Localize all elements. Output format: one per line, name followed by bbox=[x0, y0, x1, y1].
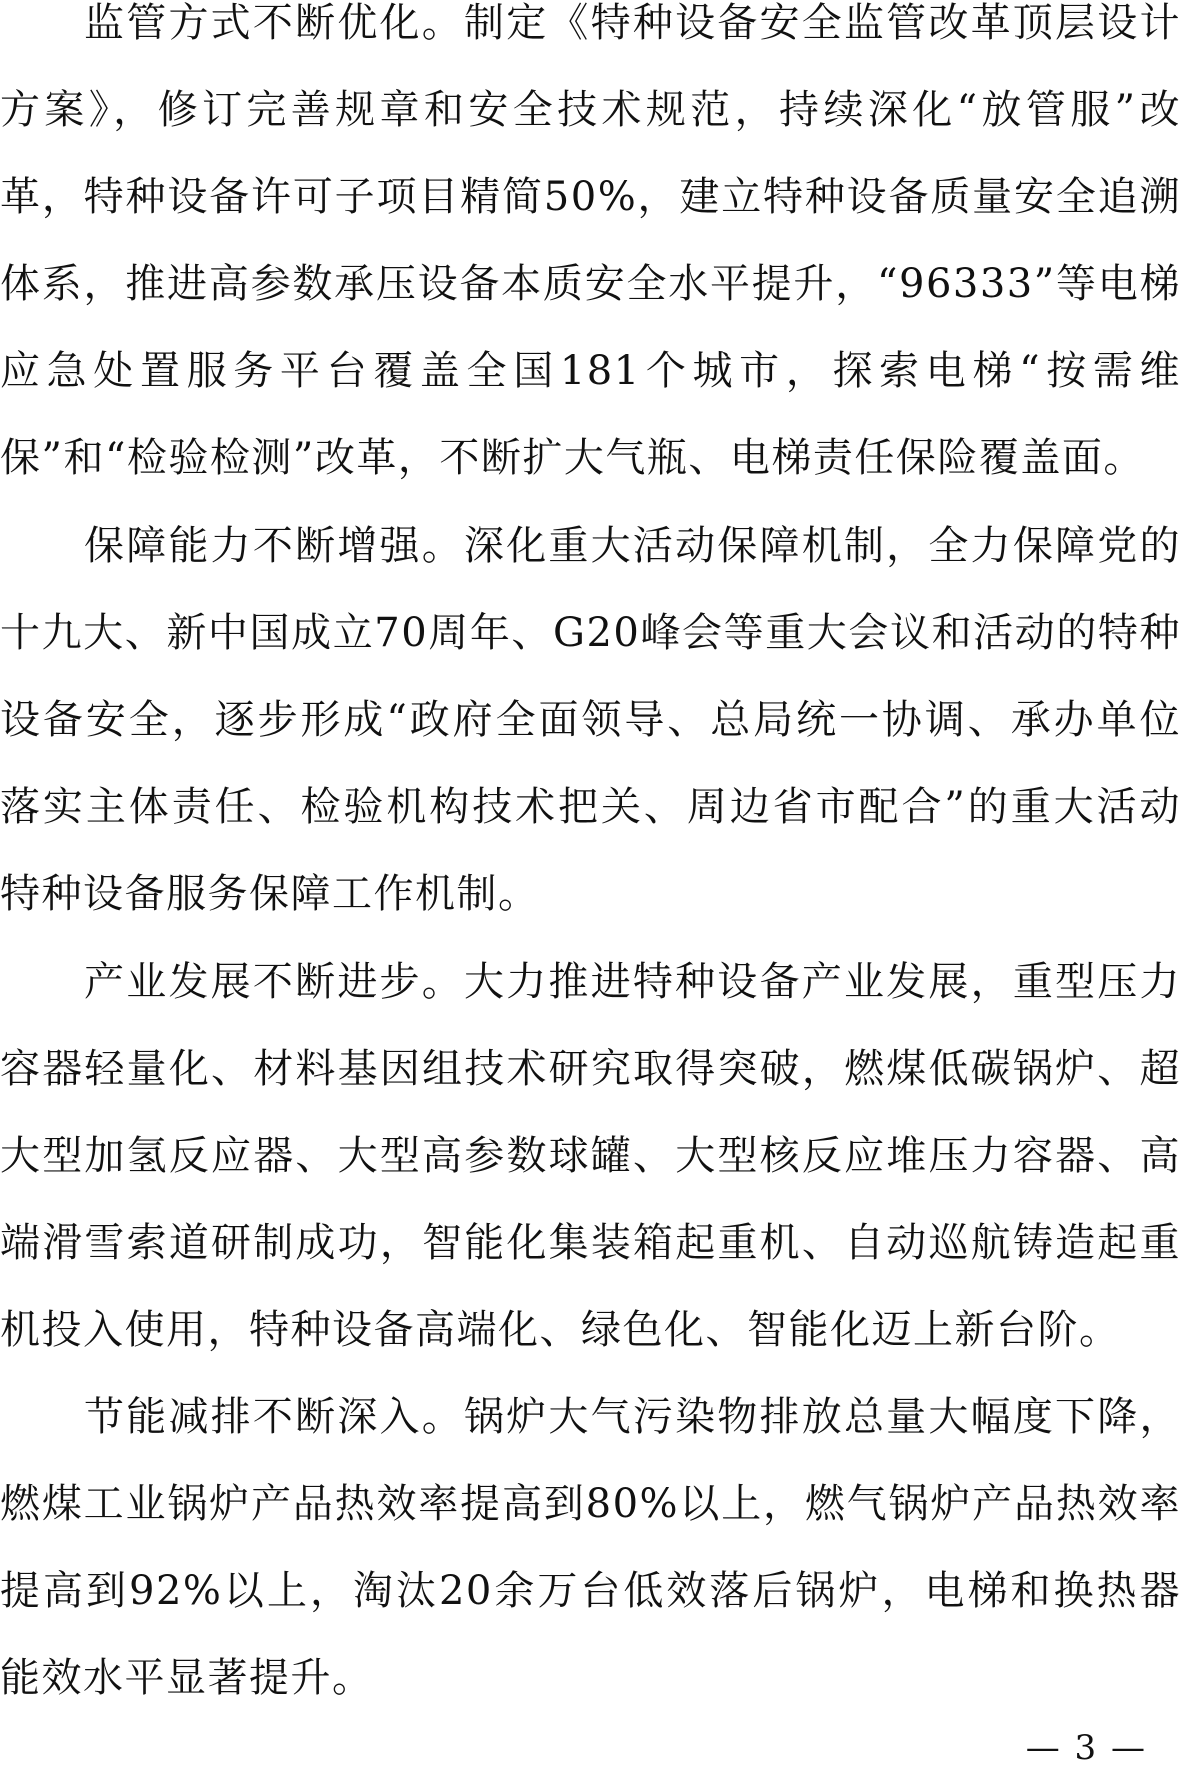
paragraph-support-capacity: 保障能力不断增强。深化重大活动保障机制，全力保障党的十九大、新中国成立70周年、G20峰会等重大会议和活动的特种设备安全，逐步形成“政府全面领导、总局统一协调、承办单位落实主体责任、检验机构技术把关、周边省市配合”的重大活动特种设备服务保障工作机制。 bbox=[0, 523, 1181, 917]
paragraph-regulatory-optimization: 监管方式不断优化。制定《特种设备安全监管改革顶层设计方案》，修订完善规章和安全技术规范，持续深化“放管服”改革，特种设备许可子项目精简50%，建立特种设备质量安全追溯体系，推进高参数承压设备本质安全水平提升，“96333”等电梯应急处置服务平台覆盖全国181个城市，探索电梯“按需维保”和“检验检测”改革，不断扩大气瓶、电梯责任保险覆盖面。 bbox=[0, 0, 1181, 481]
paragraph-energy-saving: 节能减排不断深入。锅炉大气污染物排放总量大幅度下降，燃煤工业锅炉产品热效率提高到80%以上，燃气锅炉产品热效率提高到92%以上，淘汰20余万台低效落后锅炉，电梯和换热器能效水平显著提升。 bbox=[0, 1394, 1181, 1701]
page-number: — 3 — bbox=[1025, 1728, 1147, 1768]
paragraph-industry-development: 产业发展不断进步。大力推进特种设备产业发展，重型压力容器轻量化、材料基因组技术研究取得突破，燃煤低碳锅炉、超大型加氢反应器、大型高参数球罐、大型核反应堆压力容器、高端滑雪索道研制成功，智能化集装箱起重机、自动巡航铸造起重机投入使用，特种设备高端化、绿色化、智能化迈上新台阶。 bbox=[0, 959, 1181, 1353]
